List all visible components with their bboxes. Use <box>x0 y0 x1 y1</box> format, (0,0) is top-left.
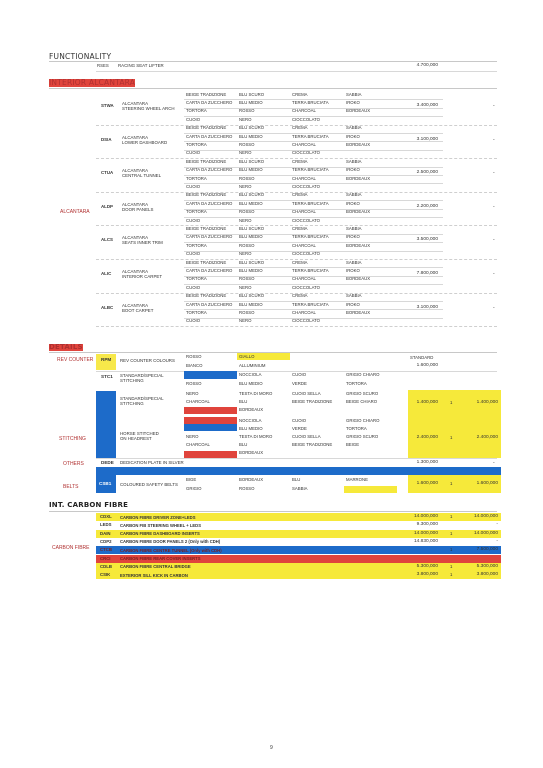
alcantara-color: CREMA <box>292 158 308 164</box>
carbon-desc: EXTERIOR SILL KICK IN CARBON <box>120 572 188 578</box>
alcantara-code: ALBC <box>101 304 114 310</box>
belts-desc: COLOURED SAFETY BELTS <box>120 482 178 487</box>
alcantara-color: TORTORA <box>186 108 207 114</box>
alcantara-color: CARTA DA ZUCCHERO <box>186 267 233 273</box>
stc1-desc-2: STITCHING <box>120 378 144 383</box>
details-title: DETAILS <box>49 343 83 351</box>
color-cell: CUOIO <box>292 417 307 423</box>
color-cell: GRIGIO SCURO <box>346 433 379 439</box>
alcantara-color: BEIGE TRADIZIONE <box>186 91 227 97</box>
functionality-price: 4.700,000 <box>416 63 438 68</box>
alcantara-color: TERRA BRUCIATA <box>292 99 329 105</box>
alcantara-color: BEIGE TRADIZIONE <box>186 192 227 198</box>
alcantara-color: CHARCOAL <box>292 175 316 181</box>
others-blue-bar <box>96 467 501 475</box>
carbon-total: 14.000,000 <box>473 514 498 519</box>
alcantara-color: TORTORA <box>186 309 207 315</box>
color-cell: BLU <box>239 399 248 404</box>
carbon-desc: CARBON FIBRE DASHBOARD INSERTS <box>120 531 200 537</box>
alcantara-color: CREMA <box>292 192 308 198</box>
alcantara-price: 3.400,000 <box>416 103 438 108</box>
alcantara-desc-1: ALCANTARA <box>122 101 149 106</box>
color-cell: BORDEAUX <box>239 407 264 412</box>
color-cell: GRIGIO <box>186 486 202 491</box>
carbon-total: 14.000,000 <box>473 530 498 536</box>
belts-qty: 1 <box>450 481 453 486</box>
alcantara-dash: - <box>493 271 495 277</box>
color-cell: BORDEAUX <box>239 449 264 455</box>
alcantara-code: DSIA <box>101 136 112 142</box>
alcantara-dash: - <box>493 103 495 109</box>
alcantara-color: BORDEAUX <box>346 309 371 315</box>
alcantara-color: CHARCOAL <box>292 276 316 282</box>
carbon-code: CSIK <box>100 572 111 578</box>
stc1-code: STC1 <box>101 374 113 379</box>
alcantara-color: CUOIO <box>186 318 201 324</box>
carbon-code: CTCB <box>100 547 112 553</box>
color-cell: BLU <box>239 441 248 447</box>
alcantara-code: STWA <box>101 103 114 108</box>
color-cell: NERO <box>186 433 199 439</box>
others-code: DEDE <box>101 460 114 465</box>
belts-color-highlight <box>344 486 397 493</box>
horse-red-swatch-2 <box>184 451 237 458</box>
alcantara-code: ALDP <box>101 203 113 209</box>
interior-alcantara-divider <box>49 88 497 89</box>
alcantara-color: TORTORA <box>186 141 207 147</box>
others-category: OTHERS <box>63 461 84 467</box>
alcantara-color: SABBIA <box>346 91 362 97</box>
stc2-code-cell <box>96 391 116 418</box>
carbon-total: - <box>496 522 498 528</box>
alcantara-color: CHARCOAL <box>292 209 316 215</box>
carbon-code: CDLB <box>100 563 112 569</box>
alcantara-color: BORDEAUX <box>346 276 371 282</box>
rev-desc: REV COUNTER COLOURS <box>120 358 175 363</box>
alcantara-color: CARTA DA ZUCCHERO <box>186 200 233 206</box>
stc2-qty: 1 <box>450 400 453 405</box>
alcantara-color: ROSSO <box>239 242 255 248</box>
color-cell: NOCCIOLA <box>239 417 262 423</box>
alcantara-dash: - <box>493 304 495 311</box>
alcantara-color: IROKO <box>346 200 360 206</box>
alcantara-desc-1: ALCANTARA <box>122 201 149 207</box>
color-cell: CUOIO SELLA <box>292 391 321 396</box>
alcantara-color: CHARCOAL <box>292 108 316 114</box>
alcantara-color: CUOIO <box>186 150 201 156</box>
alcantara-color: SABBIA <box>346 293 362 299</box>
alcantara-color: BLU MEDIO <box>239 99 263 105</box>
alcantara-color: BORDEAUX <box>346 242 371 248</box>
carbon-code: CDP2 <box>100 538 112 544</box>
alcantara-color: CIOCCOLATO <box>292 116 321 122</box>
alcantara-color: BORDEAUX <box>346 141 371 147</box>
alcantara-color: TERRA BRUCIATA <box>292 133 329 139</box>
alcantara-desc-1: ALCANTARA <box>122 134 149 140</box>
color-cell: BLU <box>292 477 301 482</box>
color-cell: TESTA DI MORO <box>239 391 273 396</box>
carbon-total: - <box>496 538 498 544</box>
color-cell: GRIGIO CHIARO <box>346 372 380 377</box>
carbon-qty: 1 <box>450 530 453 536</box>
alcantara-desc-2: LOWER DASHBOARD <box>122 139 168 145</box>
alcantara-desc-2: BOOT CARPET <box>122 307 154 313</box>
alcantara-color: BLU SCURO <box>239 192 265 198</box>
alcantara-color: BEIGE TRADIZIONE <box>186 125 227 131</box>
alcantara-color: BEIGE TRADIZIONE <box>186 293 227 299</box>
functionality-row-line <box>96 71 497 72</box>
horse-code-cell <box>96 418 116 458</box>
alcantara-color: TERRA BRUCIATA <box>292 167 329 173</box>
alcantara-desc-2: SEATS INNER TRIM <box>122 240 163 246</box>
functionality-desc: RACING SEAT LIFTER <box>118 63 164 68</box>
color-cell: BIGE <box>186 477 197 482</box>
belts-price: 1.600,000 <box>416 481 438 486</box>
carbon-desc: CARBON FIBRE CENTRE TUNNEL (Only with CDH) <box>120 547 222 553</box>
alcantara-color: CUOIO <box>186 284 201 290</box>
alcantara-color: CHARCOAL <box>292 242 316 248</box>
alcantara-price: 3.100,000 <box>416 304 438 310</box>
alcantara-color: CUOIO <box>186 251 201 257</box>
horse-red-swatch-1 <box>184 417 237 424</box>
color-cell: GRIGIO SCURO <box>346 391 379 396</box>
alcantara-color: BLU MEDIO <box>239 167 263 173</box>
color-cell: TORTORA <box>346 380 367 386</box>
alcantara-color: IROKO <box>346 167 360 173</box>
color-cell: TORTORA <box>346 425 367 431</box>
stc2-price: 1.400,000 <box>416 400 438 405</box>
stc1-blue-swatch <box>184 371 237 379</box>
rev-counter-category: REV COUNTER <box>57 357 94 363</box>
stc2-desc-2: STITCHING <box>120 401 144 406</box>
alcantara-color: ROSSO <box>239 209 255 215</box>
alcantara-color: BLU MEDIO <box>239 200 263 206</box>
alcantara-code: CTUA <box>101 170 114 176</box>
alcantara-color: CARTA DA ZUCCHERO <box>186 133 233 139</box>
alcantara-color: BEIGE TRADIZIONE <box>186 158 227 164</box>
alcantara-color: CIOCCOLATO <box>292 318 321 324</box>
color-cell: BEIGE TRADIZIONE <box>292 399 333 404</box>
alcantara-color: BLU SCURO <box>239 225 265 231</box>
alcantara-color: NERO <box>239 150 252 156</box>
functionality-divider <box>49 61 497 62</box>
alcantara-color: BORDEAUX <box>346 175 371 181</box>
alcantara-color: BLU MEDIO <box>239 133 263 139</box>
carbon-qty: 1 <box>450 547 453 553</box>
alcantara-color: CARTA DA ZUCCHERO <box>186 301 233 307</box>
color-cell: BEIGE CHIARO <box>346 399 378 404</box>
alcantara-price: 3.100,000 <box>416 136 438 142</box>
color-cell: BLU MEDIO <box>239 425 263 431</box>
alcantara-color: BORDEAUX <box>346 108 371 114</box>
carbon-title: INT. CARBON FIBRE <box>49 501 129 509</box>
carbon-code: LEDS <box>100 522 112 528</box>
alcantara-color: NERO <box>239 183 252 189</box>
functionality-code: RSES <box>97 63 109 68</box>
alcantara-color: BLU MEDIO <box>239 234 263 240</box>
color-cell: BORDEAUX <box>239 477 264 482</box>
carbon-qty: 1 <box>450 514 453 519</box>
color-cell: CHARCOAL <box>186 399 210 404</box>
carbon-code: DAIN <box>100 530 111 536</box>
alcantara-code: ALCS <box>101 237 113 243</box>
color-cell: GRIGIO CHIARO <box>346 417 380 423</box>
color-cell: CUOIO SELLA <box>292 433 321 439</box>
alcantara-color: IROKO <box>346 99 360 105</box>
belts-code: CSB1 <box>99 481 112 486</box>
alcantara-color: CREMA <box>292 259 308 265</box>
rev-color-4: ALLUMINIUM <box>239 363 266 368</box>
alcantara-color: BLU SCURO <box>239 293 265 299</box>
alcantara-color: TERRA BRUCIATA <box>292 267 329 273</box>
standard-label: STANDARD <box>410 355 434 360</box>
alcantara-color: CHARCOAL <box>292 141 316 147</box>
alcantara-color: NERO <box>239 116 252 122</box>
carbon-total: 3.800,000 <box>476 572 498 578</box>
alcantara-desc-1: ALCANTARA <box>122 235 149 241</box>
carbon-desc: CARBON FIB STEERING WHEEL + LEDS <box>120 522 202 528</box>
alcantara-dash: - <box>493 170 495 177</box>
alcantara-color: SABBIA <box>346 259 362 265</box>
alcantara-color: CIOCCOLATO <box>292 284 321 290</box>
alcantara-color: CUOIO <box>186 116 201 122</box>
page-number: 9 <box>270 745 273 751</box>
rev-color-1: ROSSO <box>186 354 202 359</box>
stc1-desc-1: STANDARD/SPECIAL <box>120 373 164 378</box>
alcantara-color: BEIGE TRADIZIONE <box>186 259 227 265</box>
alcantara-color: SABBIA <box>346 225 362 231</box>
alcantara-desc-2: DOOR PANELS <box>122 206 154 212</box>
alcantara-color: BLU SCURO <box>239 158 265 164</box>
alcantara-color: CIOCCOLATO <box>292 251 321 257</box>
belts-total: 1.600,000 <box>476 481 498 486</box>
others-dash: - <box>493 460 495 466</box>
alcantara-color: ROSSO <box>239 141 255 147</box>
alcantara-color: CUOIO <box>186 183 201 189</box>
alcantara-color: TERRA BRUCIATA <box>292 301 329 307</box>
carbon-total: 7.500,000 <box>476 547 498 553</box>
horse-desc-1: HORSE STITCHED <box>120 431 159 436</box>
alcantara-color: TORTORA <box>186 209 207 215</box>
alcantara-color: BLU MEDIO <box>239 267 263 273</box>
alcantara-price: 7.800,000 <box>416 271 438 276</box>
alcantara-color: BLU SCURO <box>239 259 265 265</box>
carbon-total: 5.300,000 <box>476 563 498 569</box>
rev-color-2: GIALLO <box>239 354 255 359</box>
alcantara-price: 3.500,000 <box>416 237 438 243</box>
alcantara-color: CIOCCOLATO <box>292 150 321 156</box>
stc2-red-swatch <box>184 407 237 414</box>
carbon-desc: CARBON FIBRE DOOR PANELS 2 (Only with CDH) <box>120 539 221 545</box>
alcantara-color: IROKO <box>346 267 360 273</box>
rev-price: 1.600,000 <box>416 363 438 368</box>
stc2-total: 1.400,000 <box>476 400 498 405</box>
color-cell: BEIGE <box>346 441 360 447</box>
alcantara-color: TORTORA <box>186 242 207 248</box>
alcantara-color: CREMA <box>292 91 308 97</box>
carbon-category: CARBON FIBRE <box>52 545 90 551</box>
carbon-desc: CARBON FIBRE DRIVER ZONE+LEDS <box>120 514 196 520</box>
stc2-desc-1: STANDARD/SPECIAL <box>120 396 164 401</box>
color-cell: SABBIA <box>292 486 308 491</box>
rev-color-3: BIANCO <box>186 363 203 368</box>
carbon-price: 14.830,000 <box>413 538 438 544</box>
alcantara-color: NERO <box>239 217 252 223</box>
alcantara-color: CARTA DA ZUCCHERO <box>186 167 233 173</box>
color-cell: VERDE <box>292 380 307 386</box>
alcantara-color: IROKO <box>346 234 360 240</box>
horse-desc-2: ON HEADREST <box>120 436 152 441</box>
alcantara-color: NERO <box>239 284 252 290</box>
alcantara-color: ROSSO <box>239 309 255 315</box>
alcantara-color: TERRA BRUCIATA <box>292 234 329 240</box>
stitching-category: STITCHING <box>59 436 86 442</box>
functionality-title: FUNCTIONALITY <box>49 52 112 61</box>
color-cell: TESTA DI MORO <box>239 433 273 439</box>
alcantara-color: SABBIA <box>346 125 362 131</box>
color-cell: CUOIO <box>292 372 307 377</box>
carbon-code: CRCI <box>100 555 111 561</box>
alcantara-color: TORTORA <box>186 276 207 282</box>
alcantara-color: CUOIO <box>186 217 201 223</box>
belts-category: BELTS <box>63 484 79 490</box>
carbon-desc: CARBON FIBRE REAR COVER INSERTS <box>120 556 201 561</box>
carbon-price: 14.000,000 <box>413 514 438 519</box>
alcantara-dash: - <box>493 136 495 143</box>
alcantara-color: CREMA <box>292 225 308 231</box>
color-cell: NOCCIOLA <box>239 372 262 377</box>
alcantara-code: ALIC <box>101 271 112 276</box>
horse-blue-swatch <box>184 424 237 431</box>
color-cell: ROSSO <box>239 486 255 491</box>
alcantara-color: BLU MEDIO <box>239 301 263 307</box>
alcantara-desc-2: STEERING WHEEL ARCH <box>122 106 175 111</box>
carbon-price: 3.800,000 <box>416 572 438 578</box>
color-cell: NERO <box>186 391 199 396</box>
alcantara-color: BLU SCURO <box>239 91 265 97</box>
carbon-desc: CARBON FIBRE CENTRAL BRIDGE <box>120 564 191 570</box>
alcantara-dash: - <box>493 203 495 210</box>
alcantara-color: ROSSO <box>239 276 255 282</box>
color-cell: MARRONE <box>346 477 368 482</box>
alcantara-color: NERO <box>239 251 252 257</box>
carbon-price: 5.300,000 <box>416 563 438 569</box>
alcantara-color: IROKO <box>346 133 360 139</box>
alcantara-color: SABBIA <box>346 158 362 164</box>
alcantara-color: TORTORA <box>186 175 207 181</box>
others-desc: DEDICATION PLATE IN SILVER <box>120 460 184 465</box>
alcantara-price: 2.500,000 <box>416 170 438 176</box>
color-cell: CHARCOAL <box>186 441 210 447</box>
stitching-row-line <box>96 458 497 459</box>
carbon-divider <box>49 511 497 512</box>
horse-total: 2.400,000 <box>476 435 498 440</box>
alcantara-color: BORDEAUX <box>346 209 371 215</box>
horse-price: 2.400,000 <box>416 435 438 440</box>
interior-alcantara-title: INTERIOR ALCANTARA <box>49 78 136 87</box>
alcantara-desc-1: ALCANTARA <box>122 168 149 174</box>
alcantara-color: NERO <box>239 318 252 324</box>
horse-qty: 1 <box>450 435 453 440</box>
alcantara-color: CHARCOAL <box>292 309 316 315</box>
alcantara-dash: - <box>493 237 495 244</box>
alcantara-color: SABBIA <box>346 192 362 198</box>
alcantara-color: CREMA <box>292 293 308 299</box>
carbon-qty: 1 <box>450 563 453 569</box>
alcantara-color: BEIGE TRADIZIONE <box>186 225 227 231</box>
alcantara-block-divider <box>96 326 497 327</box>
alcantara-color: CARTA DA ZUCCHERO <box>186 99 233 105</box>
alcantara-color: CIOCCOLATO <box>292 183 321 189</box>
alcantara-color: ROSSO <box>239 175 255 181</box>
alcantara-desc-1: ALCANTARA <box>122 269 149 274</box>
color-cell: ROSSO <box>186 380 202 386</box>
others-price: 1.300,000 <box>416 460 438 465</box>
color-cell: VERDE <box>292 425 307 431</box>
carbon-code: CDXL <box>100 514 112 519</box>
alcantara-color: CREMA <box>292 125 308 131</box>
alcantara-color: CARTA DA ZUCCHERO <box>186 234 233 240</box>
alcantara-desc-2: CENTRAL TUNNEL <box>122 173 162 179</box>
alcantara-price: 2.200,000 <box>416 203 438 209</box>
alcantara-color: IROKO <box>346 301 360 307</box>
color-cell: BLU MEDIO <box>239 380 263 386</box>
alcantara-color: ROSSO <box>239 108 255 114</box>
alcantara-category-label: ALCANTARA <box>60 209 90 215</box>
alcantara-desc-1: ALCANTARA <box>122 302 149 308</box>
carbon-qty: 1 <box>450 572 453 578</box>
alcantara-color: CIOCCOLATO <box>292 217 321 223</box>
alcantara-desc-2: INTERIOR CARPET <box>122 274 163 279</box>
color-cell: BEIGE TRADIZIONE <box>292 441 333 447</box>
rev-code: RPM <box>101 357 112 362</box>
carbon-price: 9.300,000 <box>416 522 438 528</box>
alcantara-color: TERRA BRUCIATA <box>292 200 329 206</box>
alcantara-color: BLU SCURO <box>239 125 265 131</box>
carbon-price: 14.000,000 <box>413 530 438 536</box>
